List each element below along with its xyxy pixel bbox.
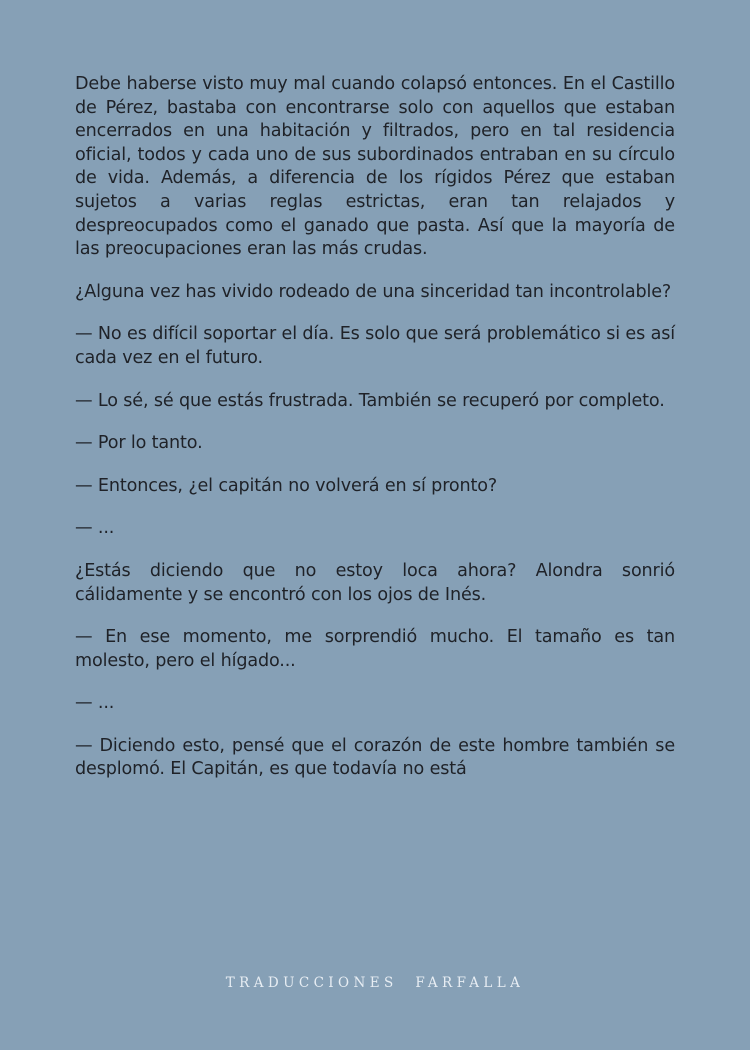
paragraph-7: — ... <box>75 518 115 539</box>
paragraph-1: Debe haberse visto muy mal cuando colapsó entonces. En el Castillo de Pérez, bastaba con encontrarse solo con aquellos que estaban encerrados en una habitación y filtrados, pero en tal residencia oficial, todos y cada uno de sus subordinados entraban en su círculo de vida. Además, a diferencia de los rígidos Pérez que estaban sujetos a varias reglas estrictas, eran tan relajados y despreocupados como el ganado que pasta. Así que la mayoría de las preocupaciones eran las más crudas. <box>75 74 675 260</box>
body-text <box>75 73 675 782</box>
paragraph-8: ¿Estás diciendo que no estoy loca ahora? Alondra sonrió cálidamente y se encontró con los ojos de Inés. <box>75 560 675 605</box>
paragraph-9: — En ese momento, me sorprendió mucho. El tamaño es tan molesto, pero el hígado... <box>75 627 675 671</box>
paragraph-11: — Diciendo esto, pensé que el corazón de este hombre también se desplomó. El Capitán, es que todavía no está <box>75 735 675 780</box>
paragraph-4: — Lo sé, sé que estás frustrada. También se recuperó por completo. <box>75 390 665 411</box>
paragraph-3: — No es difícil soportar el día. Es solo que será problemático si es así cada vez en el futuro. <box>75 324 675 368</box>
paragraph-10: — ... <box>75 693 115 714</box>
paragraph-5: — Por lo tanto. <box>75 433 203 454</box>
page-footer: TRADUCCIONES FARFALLA <box>225 975 525 991</box>
paragraph-2: ¿Alguna vez has vivido rodeado de una sinceridad tan incontrolable? <box>75 281 672 302</box>
paragraph-6: — Entonces, ¿el capitán no volverá en sí pronto? <box>75 475 498 496</box>
